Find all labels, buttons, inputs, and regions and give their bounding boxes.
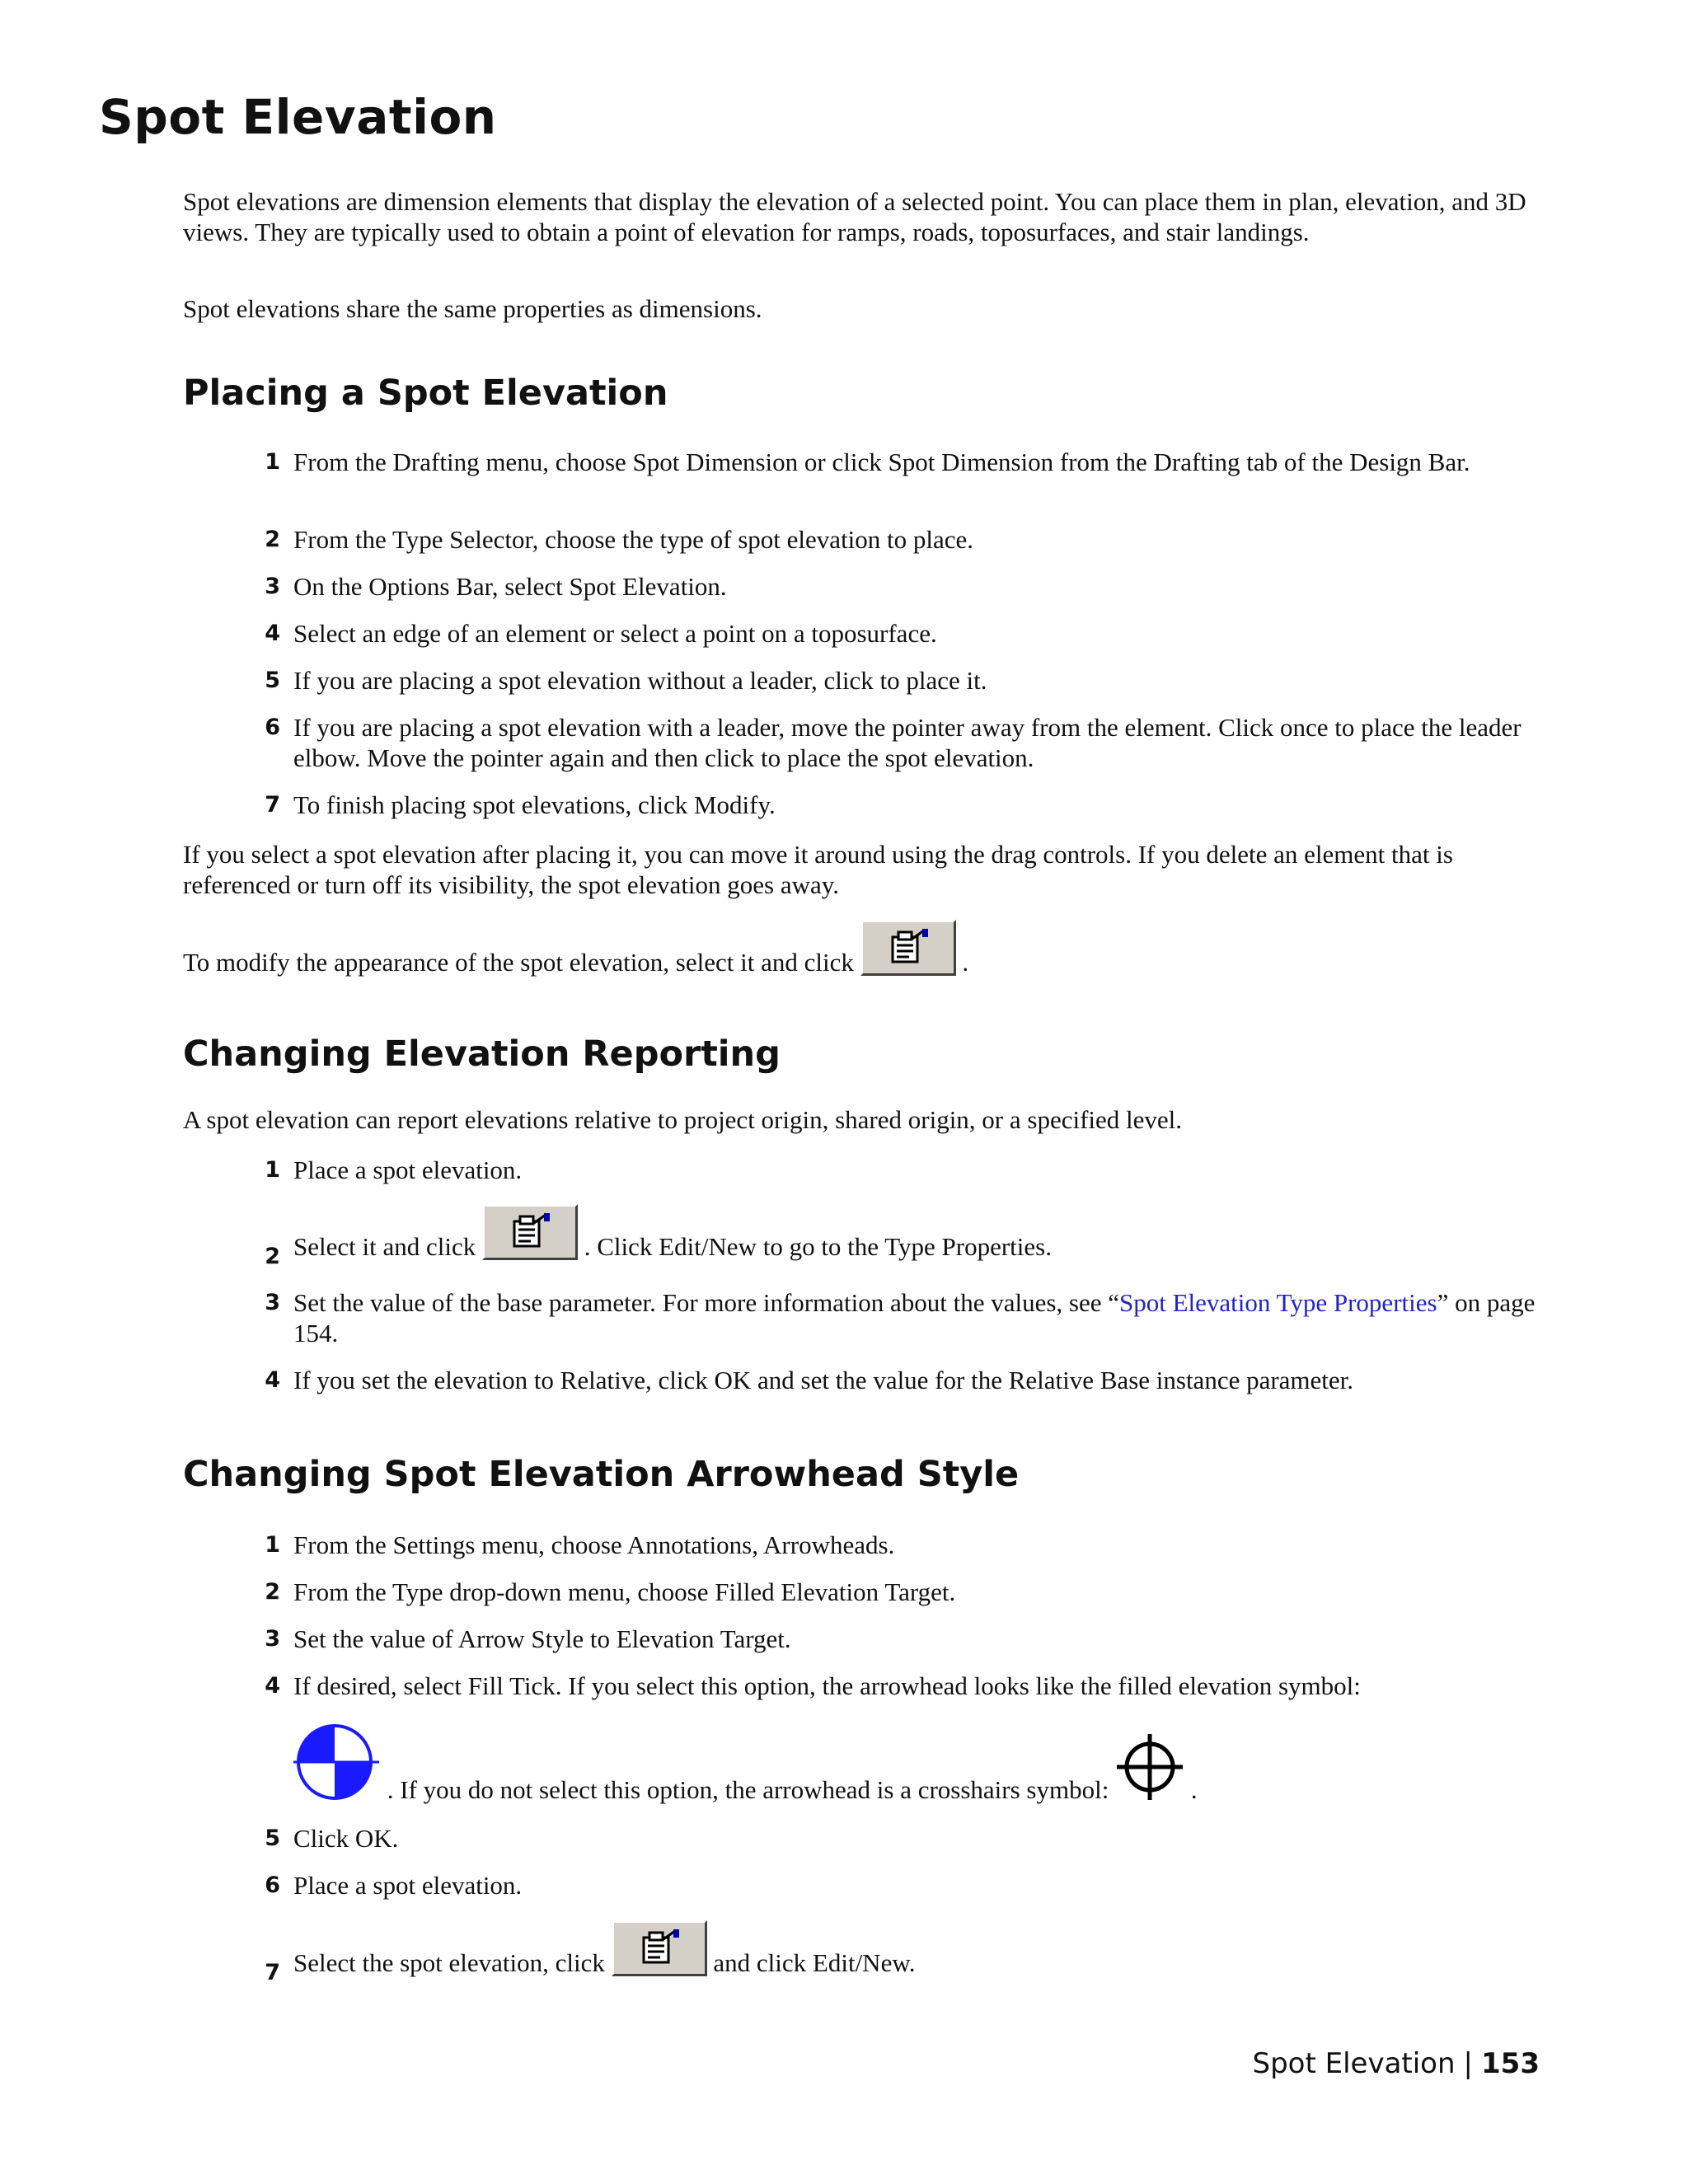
arrowhead-step-1 <box>265 1530 1554 1560</box>
step-text: On the Options Bar, select Spot Elevation. <box>293 572 727 601</box>
step-text: Place a spot elevation. <box>293 1155 523 1184</box>
step-text: If desired, select Fill Tick. If you select this option, the arrowhead looks like the filled elevation symbol: <box>293 1671 1361 1700</box>
page-title: Spot Elevation <box>99 89 497 145</box>
step-text: From the Settings menu, choose Annotations, Arrowheads. <box>293 1530 895 1559</box>
step-text: From the Type Selector, choose the type of spot elevation to place. <box>293 525 974 554</box>
placing-after-paragraph: If you select a spot elevation after placing it, you can move it around using the drag controls. If you delete an element that is referenced or turn off its visibility, the spot elevation goes away. <box>183 840 1453 899</box>
element-properties-icon[interactable] <box>860 920 956 976</box>
step-number: 2 <box>265 527 280 552</box>
step-text-after: and click Edit/New. <box>713 1948 916 1977</box>
page-number: 153 <box>1481 2047 1540 2080</box>
element-properties-icon[interactable] <box>612 1920 707 1976</box>
reporting-intro: A spot elevation can report elevations relative to project origin, shared origin, or a specified level. <box>183 1105 1183 1134</box>
step-number: 4 <box>265 621 280 646</box>
step-text: Place a spot elevation. <box>293 1871 523 1900</box>
step-text-before: Select the spot elevation, click <box>293 1948 605 1977</box>
arrowhead-step-4 <box>265 1671 1554 1701</box>
step-text: If you set the elevation to Relative, click OK and set the value for the Relative Base instance parameter. <box>293 1366 1354 1394</box>
page-footer <box>1253 2047 1540 2080</box>
step-number: 6 <box>265 1872 280 1898</box>
step-text: Select an edge of an element or select a point on a toposurface. <box>293 619 937 648</box>
step-number: 3 <box>265 1290 280 1315</box>
step-text: Set the value of Arrow Style to Elevation Target. <box>293 1624 791 1653</box>
placing-step-5 <box>265 665 1554 696</box>
filled-elevation-target-icon <box>293 1722 381 1808</box>
reporting-step-2 <box>265 1204 1554 1269</box>
step-number: 3 <box>265 574 280 599</box>
heading-reporting: Changing Elevation Reporting <box>183 1033 781 1075</box>
step-text-before: Select it and click <box>293 1232 476 1261</box>
step-text: From the Type drop-down menu, choose Filled Elevation Target. <box>293 1577 956 1606</box>
step-number: 1 <box>265 1532 280 1558</box>
heading-placing: Placing a Spot Elevation <box>183 373 668 414</box>
symbol-text-before: . If you do not select this option, the arrowhead is a crosshairs symbol: <box>387 1775 1109 1804</box>
arrowhead-step-2 <box>265 1577 1554 1607</box>
step-text: To finish placing spot elevations, click Modify. <box>293 790 776 819</box>
symbol-line <box>293 1722 1554 1808</box>
reporting-step-4 <box>265 1365 1554 1395</box>
placing-step-2 <box>265 524 1554 555</box>
step-text-after: . Click Edit/New to go to the Type Properties. <box>584 1232 1052 1261</box>
modify-text-after: . <box>962 948 969 977</box>
type-properties-link[interactable]: Spot Elevation Type Properties <box>1119 1288 1437 1317</box>
placing-step-6 <box>265 712 1554 773</box>
arrowhead-step-6 <box>265 1870 1554 1900</box>
modify-text-before: To modify the appearance of the spot elevation, select it and click <box>183 948 854 977</box>
reporting-step-1 <box>265 1155 1554 1185</box>
step-text: If you are placing a spot elevation with a leader, move the pointer away from the element. Click once to place the leader elbow. Move the pointer again and then click to place the spot elevation. <box>293 713 1522 772</box>
step-text: If you are placing a spot elevation without a leader, click to place it. <box>293 666 987 695</box>
footer-section-title: Spot Elevation <box>1252 2047 1456 2080</box>
step-number: 5 <box>265 1825 280 1851</box>
step-number: 4 <box>265 1367 280 1393</box>
placing-step-7 <box>265 790 1554 820</box>
step-number: 1 <box>265 1157 280 1183</box>
footer-separator: | <box>1463 2047 1474 2080</box>
arrowhead-step-3 <box>265 1624 1554 1654</box>
placing-step-4 <box>265 618 1554 649</box>
heading-arrowhead: Changing Spot Elevation Arrowhead Style <box>183 1454 1020 1495</box>
step-text-after: ” on page 154. <box>293 1288 1536 1347</box>
step-number: 2 <box>265 1244 280 1269</box>
step-number: 7 <box>265 1960 280 1985</box>
reporting-step-3 <box>265 1287 1554 1348</box>
step-number: 2 <box>265 1579 280 1605</box>
step-text: From the Drafting menu, choose Spot Dimension or click Spot Dimension from the Drafting tab of the Design Bar. <box>293 448 1470 476</box>
step-number: 1 <box>265 449 280 475</box>
element-properties-icon[interactable] <box>482 1204 578 1260</box>
step-text-before: Set the value of the base parameter. For more information about the values, see “ <box>293 1288 1119 1317</box>
step-text: Click OK. <box>293 1824 399 1853</box>
symbol-text-after: . <box>1190 1775 1198 1804</box>
intro-paragraph-2: Spot elevations share the same properties as dimensions. <box>183 294 762 323</box>
placing-step-3 <box>265 571 1554 602</box>
step-number: 3 <box>265 1626 280 1652</box>
step-number: 6 <box>265 715 280 740</box>
step-number: 7 <box>265 792 280 818</box>
arrowhead-step-7 <box>265 1920 1554 1985</box>
intro-paragraph-1: Spot elevations are dimension elements that display the elevation of a selected point. You can place them in plan, elevation, and 3D views. They are typically used to obtain a point of elevation for ramps, roads, toposurfaces, and stair landings. <box>183 187 1526 246</box>
modify-paragraph <box>183 920 1551 977</box>
placing-step-1 <box>265 447 1554 477</box>
step-number: 4 <box>265 1673 280 1699</box>
arrowhead-step-5 <box>265 1823 1554 1854</box>
step-number: 5 <box>265 668 280 693</box>
crosshairs-icon <box>1115 1732 1184 1808</box>
